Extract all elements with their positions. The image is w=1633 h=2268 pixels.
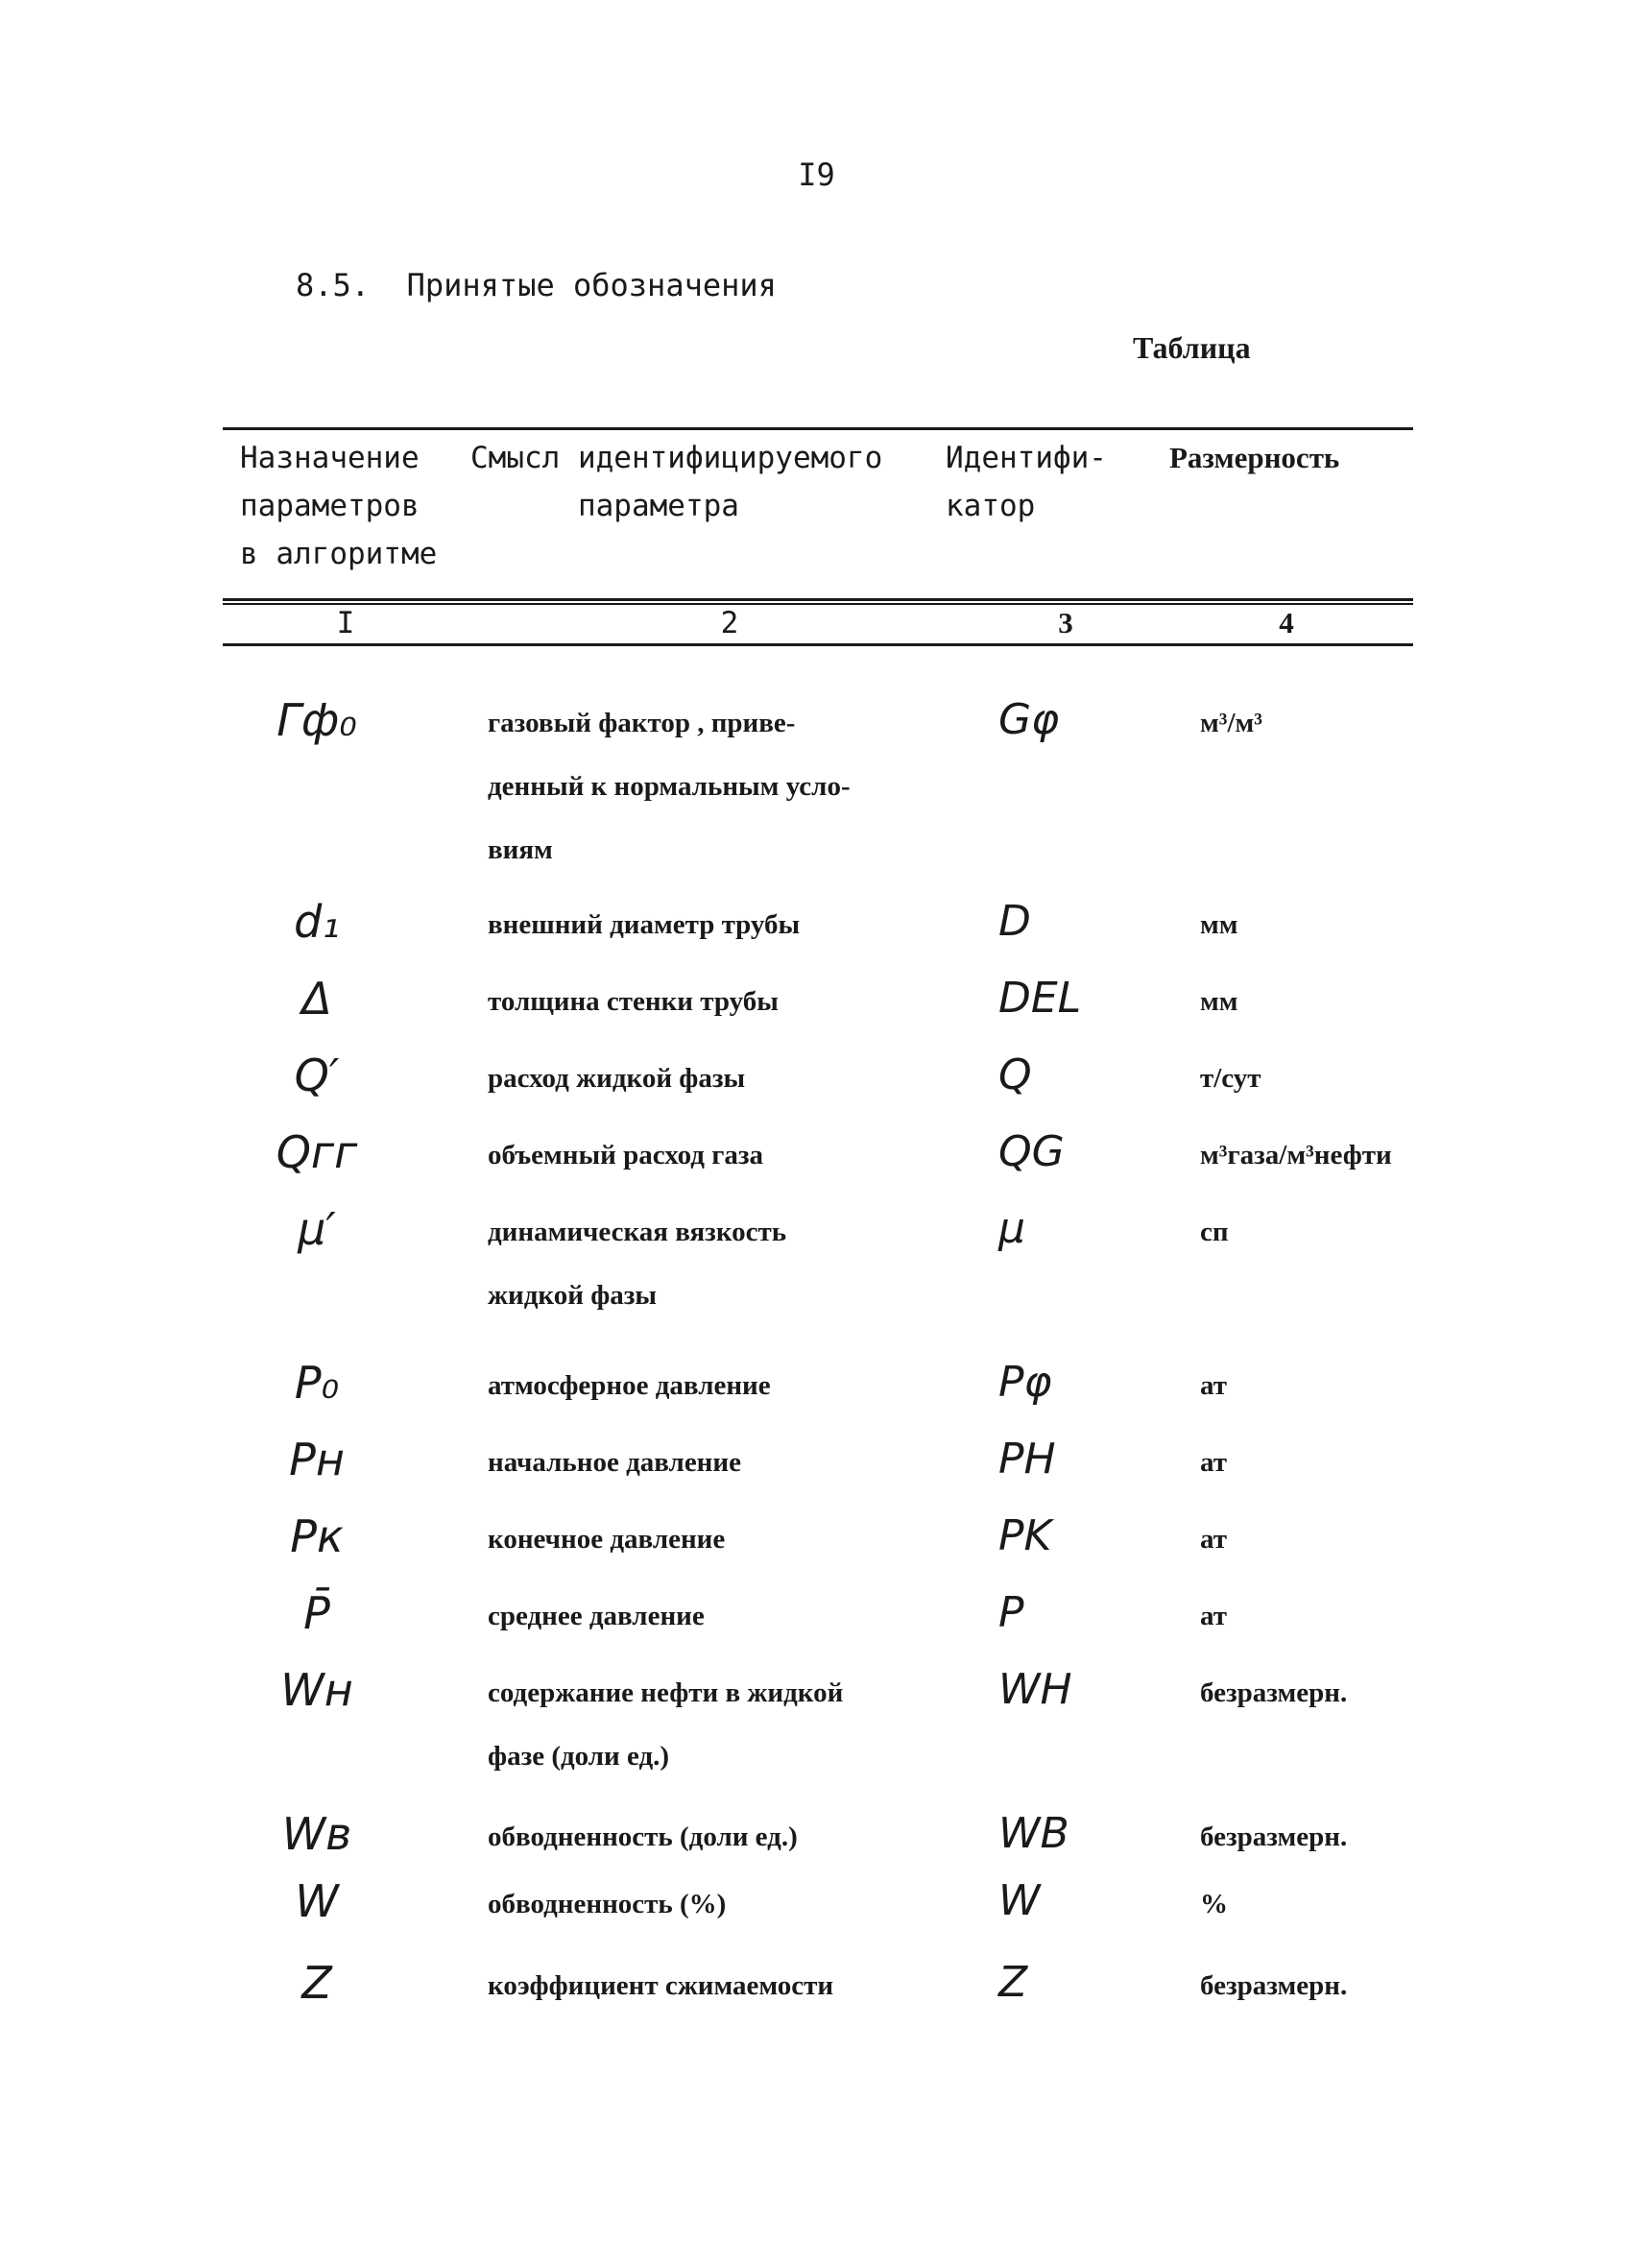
row-identifier: Z bbox=[998, 1958, 1028, 2007]
row-identifier: Q bbox=[998, 1050, 1032, 1099]
row-meaning: начальное давление bbox=[488, 1447, 741, 1478]
row-symbol: Qгг bbox=[276, 1126, 358, 1178]
row-identifier: PK bbox=[998, 1511, 1052, 1560]
row-meaning: внешний диаметр трубы bbox=[488, 909, 801, 940]
row-identifier: W bbox=[998, 1876, 1041, 1925]
row-identifier: WB bbox=[998, 1809, 1069, 1858]
row-meaning: конечное давление bbox=[488, 1524, 726, 1555]
table-label: Таблица bbox=[1133, 330, 1251, 365]
row-unit: ат bbox=[1200, 1447, 1227, 1478]
row-identifier: Pφ bbox=[998, 1358, 1052, 1407]
header-bottom-rule-2 bbox=[223, 603, 1413, 605]
row-identifier: PH bbox=[998, 1435, 1056, 1484]
row-unit: безразмерн. bbox=[1200, 1677, 1348, 1708]
row-symbol: μ′ bbox=[298, 1203, 336, 1255]
row-identifier: D bbox=[998, 897, 1031, 946]
row-meaning: обводненность (доли ед.) bbox=[488, 1822, 798, 1852]
table-top-rule bbox=[223, 427, 1413, 430]
header-dimension: Размерность bbox=[1169, 441, 1340, 474]
row-unit: ат bbox=[1200, 1601, 1227, 1631]
row-symbol: P̄ bbox=[303, 1587, 330, 1639]
row-unit: безразмерн. bbox=[1200, 1822, 1348, 1852]
row-meaning: динамическая вязкость жидкой фазы bbox=[488, 1217, 787, 1311]
column-number-rule bbox=[223, 643, 1413, 646]
row-symbol: d₁ bbox=[294, 896, 340, 948]
row-meaning: газовый фактор , приве- денный к нормальным усло- виям bbox=[488, 708, 851, 865]
header-meaning: Смысл идентифицируемого параметра bbox=[470, 441, 883, 523]
column-number-3: 3 bbox=[1058, 606, 1073, 639]
row-identifier: WH bbox=[998, 1665, 1072, 1714]
row-meaning: обводненность (%) bbox=[488, 1889, 727, 1919]
header-purpose: Назначение параметров в алгоритме bbox=[240, 441, 438, 571]
row-meaning: среднее давление bbox=[488, 1601, 705, 1631]
row-identifier: P bbox=[998, 1588, 1024, 1637]
row-meaning: расход жидкой фазы bbox=[488, 1063, 746, 1094]
column-number-4: 4 bbox=[1279, 606, 1294, 639]
row-unit: м³/м³ bbox=[1200, 708, 1262, 738]
row-unit: т/сут bbox=[1200, 1063, 1261, 1094]
row-symbol: Pн bbox=[289, 1434, 345, 1485]
column-number-2: 2 bbox=[720, 606, 739, 640]
row-unit: % bbox=[1200, 1889, 1228, 1919]
header-bottom-rule bbox=[223, 598, 1413, 601]
row-meaning: толщина стенки трубы bbox=[488, 986, 779, 1017]
row-symbol: W bbox=[295, 1875, 339, 1927]
row-symbol: P₀ bbox=[294, 1357, 340, 1409]
column-number-1: I bbox=[336, 606, 355, 640]
row-symbol: Wв bbox=[281, 1808, 352, 1860]
row-symbol: Q′ bbox=[294, 1050, 340, 1101]
header-identifier: Идентифи- катор bbox=[946, 441, 1107, 523]
row-identifier: Gφ bbox=[998, 695, 1060, 744]
row-symbol: Pк bbox=[290, 1510, 344, 1562]
row-unit: мм bbox=[1200, 909, 1238, 940]
page-number: I9 bbox=[798, 157, 835, 193]
row-symbol: Z bbox=[301, 1957, 332, 2009]
row-identifier: QG bbox=[998, 1127, 1065, 1176]
row-unit: ат bbox=[1200, 1370, 1227, 1401]
row-identifier: μ bbox=[998, 1204, 1025, 1253]
section-title: 8.5. Принятые обозначения bbox=[296, 267, 777, 303]
row-meaning: содержание нефти в жидкой фазе (доли ед.) bbox=[488, 1677, 844, 1772]
row-meaning: объемный расход газа bbox=[488, 1140, 764, 1170]
row-symbol: Δ bbox=[301, 973, 332, 1025]
row-identifier: DEL bbox=[998, 974, 1082, 1023]
row-unit: мм bbox=[1200, 986, 1238, 1017]
row-unit: ат bbox=[1200, 1524, 1227, 1555]
row-unit: м³газа/м³нефти bbox=[1200, 1140, 1392, 1170]
row-unit: сп bbox=[1200, 1217, 1229, 1247]
row-symbol: Wн bbox=[280, 1664, 353, 1716]
row-meaning: атмосферное давление bbox=[488, 1370, 771, 1401]
row-symbol: Гф₀ bbox=[276, 694, 357, 746]
row-unit: безразмерн. bbox=[1200, 1970, 1348, 2001]
row-meaning: коэффициент сжимаемости bbox=[488, 1970, 834, 2001]
